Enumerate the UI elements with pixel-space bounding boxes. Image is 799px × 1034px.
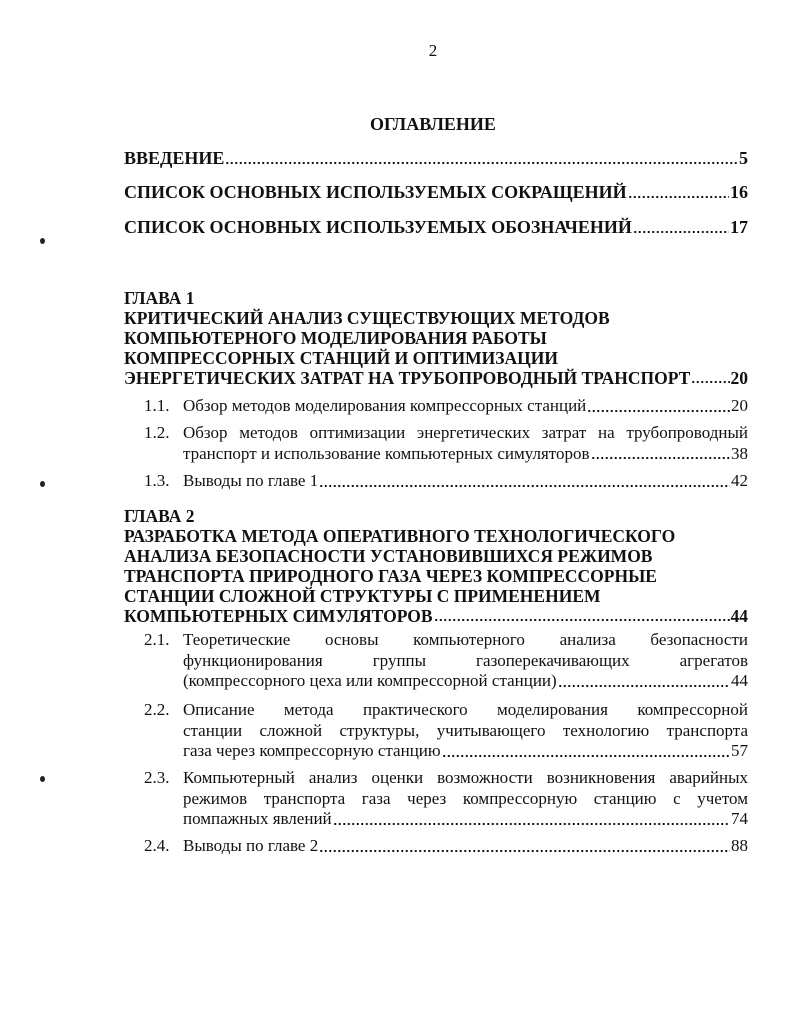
chapter-title-line: АНАЛИЗА БЕЗОПАСНОСТИ УСТАНОВИВШИХСЯ РЕЖИМОВ (124, 546, 653, 566)
section-body (183, 471, 748, 492)
toc-entry-line (124, 368, 748, 388)
page-ref: 5 (739, 148, 748, 168)
toc-entry-line (183, 809, 748, 830)
page-ref: 20 (731, 396, 748, 415)
entry-text: Выводы по главе 2 (183, 836, 319, 855)
entry-text: газа через компрессорную станцию (183, 741, 441, 760)
page-ref: 42 (731, 471, 748, 490)
toc-entry-line (183, 836, 748, 857)
chapter-title-line: РАЗРАБОТКА МЕТОДА ОПЕРАТИВНОГО ТЕХНОЛОГИЧЕСКОГО (124, 526, 676, 546)
toc-entry-line (183, 396, 748, 417)
entry-text: КОМПЬЮТЕРНЫХ СИМУЛЯТОРОВ (124, 606, 433, 626)
dot-leader (558, 671, 730, 692)
section-title-line: станции сложной структуры, учитывающего технологию транспорта (183, 720, 748, 740)
chapter-label: ГЛАВА 1 (124, 288, 195, 308)
entry-text: помпажных явлений (183, 809, 332, 828)
section-title-line: функционирования группы газоперекачивающих агрегатов (183, 650, 748, 670)
toc-section[interactable] (144, 471, 748, 492)
entry-text: СПИСОК ОСНОВНЫХ ИСПОЛЬЗУЕМЫХ ОБОЗНАЧЕНИЙ (124, 217, 632, 237)
page-ref: 38 (731, 443, 748, 463)
chapter-heading[interactable] (124, 506, 748, 626)
section-number: 2.1. (144, 630, 170, 649)
toc-entry-line (183, 444, 748, 465)
toc-entry-line (183, 671, 748, 692)
chapter-title-line: КОМПЬЮТЕРНОГО МОДЕЛИРОВАНИЯ РАБОТЫ (124, 328, 547, 348)
page-ref: 57 (731, 741, 748, 760)
toc-section[interactable] (144, 768, 748, 830)
section-body (183, 768, 748, 830)
section-number: 2.4. (144, 836, 170, 855)
toc-title: ОГЛАВЛЕНИЕ (370, 114, 496, 134)
section-number: 1.3. (144, 471, 170, 490)
chapter-title-line: ТРАНСПОРТА ПРИРОДНОГО ГАЗА ЧЕРЕЗ КОМПРЕССОРНЫЕ (124, 566, 657, 586)
toc-entry-line (124, 148, 748, 169)
section-body (183, 630, 748, 692)
page-ref: 20 (730, 368, 748, 388)
entry-text: (компрессорного цеха или компрессорной станции) (183, 671, 557, 690)
dot-leader (225, 148, 738, 169)
page-ref: 17 (730, 217, 748, 237)
toc-entry[interactable] (124, 148, 748, 169)
section-number: 2.2. (144, 700, 170, 719)
toc-section[interactable] (144, 630, 748, 692)
dot-leader (591, 444, 730, 465)
toc-entry-line (183, 471, 748, 492)
dot-leader (587, 396, 730, 417)
entry-text: Обзор методов моделирования компрессорных станций (183, 396, 587, 415)
dot-leader (333, 809, 730, 830)
chapter-title-line: КОМПРЕССОРНЫХ СТАНЦИЙ И ОПТИМИЗАЦИИ (124, 348, 558, 368)
toc-entry[interactable] (124, 182, 748, 203)
dot-leader (319, 836, 730, 857)
scan-speck (40, 776, 45, 782)
page-ref: 44 (731, 671, 748, 690)
toc-section[interactable] (144, 396, 748, 417)
section-body (183, 700, 748, 762)
dot-leader (628, 182, 729, 203)
section-number: 1.1. (144, 396, 170, 415)
toc-entry-line (124, 182, 748, 203)
toc-section[interactable] (144, 423, 748, 464)
section-body (183, 836, 748, 857)
toc-entry[interactable] (124, 217, 748, 238)
entry-text: ВВЕДЕНИЕ (124, 148, 225, 168)
section-title-line: режимов транспорта газа через компрессорную станцию с учетом (183, 788, 748, 808)
section-number: 2.3. (144, 768, 170, 787)
dot-leader (691, 368, 729, 388)
toc-entry-line (124, 217, 748, 238)
chapter-title-line: КРИТИЧЕСКИЙ АНАЛИЗ СУЩЕСТВУЮЩИХ МЕТОДОВ (124, 308, 610, 328)
entry-text: СПИСОК ОСНОВНЫХ ИСПОЛЬЗУЕМЫХ СОКРАЩЕНИЙ (124, 182, 627, 202)
section-title-line: Компьютерный анализ оценки возможности возникновения аварийных (183, 768, 748, 787)
page-ref: 88 (731, 836, 748, 855)
page-number: 2 (428, 41, 438, 60)
toc-section[interactable] (144, 836, 748, 857)
toc-entry-line (183, 741, 748, 762)
entry-text: ЭНЕРГЕТИЧЕСКИХ ЗАТРАТ НА ТРУБОПРОВОДНЫЙ ТРАНСПОРТ (124, 368, 691, 388)
page-ref: 44 (730, 606, 748, 626)
dot-leader (633, 217, 729, 238)
scan-speck (40, 481, 45, 487)
section-number: 1.2. (144, 423, 170, 442)
entry-text: транспорт и использование компьютерных симуляторов (183, 443, 590, 463)
toc-entry-line (124, 606, 748, 626)
page-ref: 74 (731, 809, 748, 828)
chapter-label: ГЛАВА 2 (124, 506, 195, 526)
section-title-line: Описание метода практического моделирования компрессорной (183, 700, 748, 719)
section-body (183, 396, 748, 417)
section-title-line: Теоретические основы компьютерного анализа безопасности (183, 630, 748, 649)
section-body (183, 423, 748, 464)
chapter-title-line: СТАНЦИИ СЛОЖНОЙ СТРУКТУРЫ С ПРИМЕНЕНИЕМ (124, 586, 601, 606)
dot-leader (442, 741, 730, 762)
toc-section[interactable] (144, 700, 748, 762)
page-ref: 16 (730, 182, 748, 202)
scan-speck (40, 238, 45, 244)
section-title-line: Обзор методов оптимизации энергетических затрат на трубопроводный (183, 423, 748, 442)
dot-leader (319, 471, 730, 492)
chapter-heading[interactable] (124, 288, 748, 388)
dot-leader (434, 606, 730, 626)
entry-text: Выводы по главе 1 (183, 471, 319, 490)
